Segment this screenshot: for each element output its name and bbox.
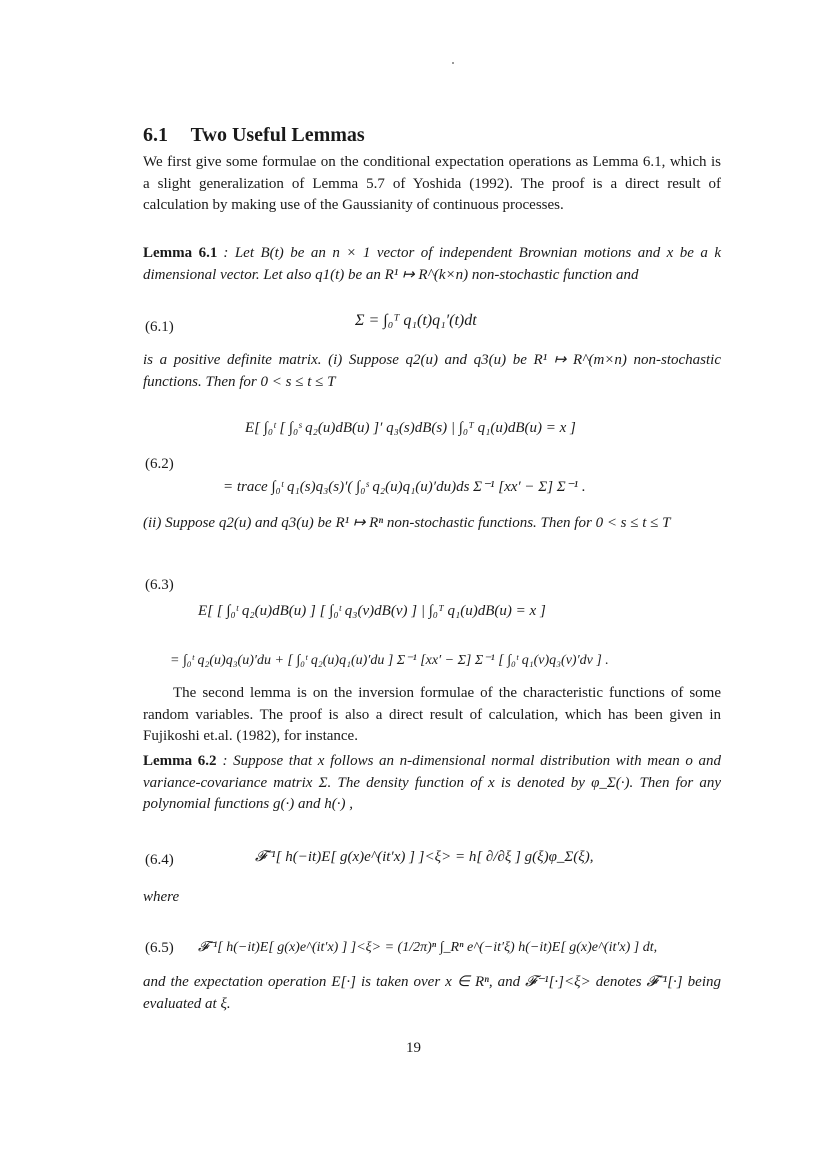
equation-6-2-line-2: = trace ∫₀ᵗ q₁(s)q₃(s)′( ∫₀ˢ q₂(u)q₁(u)′du)ds Σ⁻¹ [xx′ − Σ] Σ⁻¹ . (223, 479, 586, 495)
lemma-6-2 (143, 751, 721, 816)
lemma-6-1-heading: Lemma 6.1 (143, 245, 218, 261)
equation-6-2-line-1: E[ ∫₀ᵗ [ ∫₀ˢ q₂(u)dB(u) ]′ q₃(s)dB(s) | ∫₀ᵀ q₁(u)dB(u) = x ] (245, 420, 576, 436)
lemma-6-1-continuation: is a positive definite matrix. (i) Suppose q2(u) and q3(u) be R¹ ↦ R^(m×n) non-stochastic functions. Then for 0 < s ≤ t ≤ T (143, 352, 721, 390)
equation-number-6-4: (6.4) (145, 852, 174, 868)
lemma-6-1-statement: : Let B(t) be an n × 1 vector of independent Brownian motions and x be a k dimensional vector. Let also q1(t) be an R¹ ↦ R^(k×n) non-stochastic function and (143, 245, 722, 283)
lemma-6-1 (143, 243, 721, 286)
section-number: 6.1 (143, 124, 168, 146)
lemma-6-2-heading: Lemma 6.2 (143, 753, 217, 769)
where-label: where (143, 889, 180, 905)
section-title: Two Useful Lemmas (190, 124, 365, 146)
lemma-6-2-statement: : Suppose that x follows an n-dimensional normal distribution with mean o and variance-covariance matrix Σ. The density function of x is denoted by φ_Σ(·). Then for any polynomial functions g(·) and h(·) , (143, 753, 721, 812)
equation-6-3-line-1: E[ [ ∫₀ᵗ q₂(u)dB(u) ] [ ∫₀ᵗ q₃(v)dB(v) ] | ∫₀ᵀ q₁(u)dB(u) = x ] (198, 603, 546, 619)
equation-6-1: Σ = ∫₀ᵀ q₁(t)q₁′(t)dt (355, 312, 477, 329)
equation-number-6-5: (6.5) (145, 940, 174, 956)
lemma-6-1-part-ii: (ii) Suppose q2(u) and q3(u) be R¹ ↦ Rⁿ non-stochastic functions. Then for 0 < s ≤ t ≤ T (143, 515, 671, 531)
equation-6-5: 𝓕⁻¹[ h(−it)E[ g(x)e^(it′x) ] ]<ξ> = (1/2π)ⁿ ∫_Rⁿ e^(−it′ξ) h(−it)E[ g(x)e^(it′x) ] dt, (198, 940, 658, 955)
equation-number-6-2: (6.2) (145, 456, 174, 472)
section-heading (143, 124, 365, 147)
equation-6-3-line-2: = ∫₀ᵗ q₂(u)q₃(u)′du + [ ∫₀ᵗ q₂(u)q₁(u)′du ] Σ⁻¹ [xx′ − Σ] Σ⁻¹ [ ∫₀ᵗ q₁(v)q₃(v)′dv ] . (170, 653, 609, 668)
transition-paragraph: The second lemma is on the inversion formulae of the characteristic functions of some random variables. The proof is also a direct result of calculation, which has been given in Fujikoshi et.al. (1982), for instance. (143, 685, 721, 744)
page-number: 19 (406, 1040, 421, 1056)
equation-6-4: 𝓕⁻¹[ h(−it)E[ g(x)e^(it′x) ] ]<ξ> = h[ ∂/∂ξ ] g(ξ)φ_Σ(ξ), (255, 849, 594, 865)
equation-number-6-1: (6.1) (145, 319, 174, 335)
equation-number-6-3: (6.3) (145, 577, 174, 593)
scan-speck (452, 62, 454, 64)
lemma-6-2-closing: and the expectation operation E[·] is taken over x ∈ Rⁿ, and 𝓕⁻¹[·]<ξ> denotes 𝓕⁻¹[·] being evaluated at ξ. (143, 974, 721, 1012)
intro-paragraph: We first give some formulae on the conditional expectation operations as Lemma 6.1, which is a slight generalization of Lemma 5.7 of Yoshida (1992). The proof is a direct result of calculation by making use of the Gaussianity of continuous processes. (143, 154, 721, 213)
